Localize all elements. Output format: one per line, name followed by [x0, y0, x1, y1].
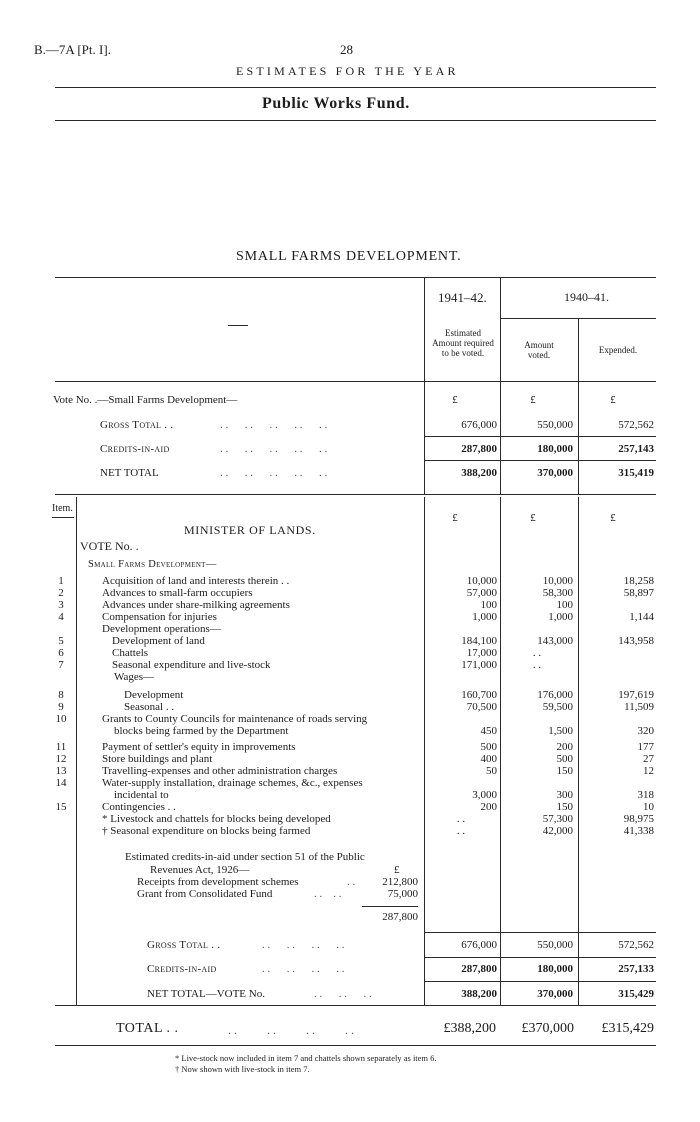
item-value-v3: 12: [643, 765, 654, 777]
detail-gross-v3: 572,562: [618, 939, 654, 951]
item-label: Payment of settler's equity in improvements: [102, 741, 296, 753]
summary-net-v1: 388,200: [461, 467, 497, 479]
credits-note-line1: Estimated credits-in-aid under section 51 of the Public: [125, 851, 365, 863]
item-header: Item.: [52, 503, 73, 514]
item-value-v3: 11,509: [624, 701, 654, 713]
detail-credits-dots: . . . . . . . .: [262, 963, 345, 975]
summary-rule-1: [425, 436, 656, 437]
item-value-v1: 171,000: [461, 659, 497, 671]
summary-net-v2: 370,000: [537, 467, 573, 479]
item-value-v1: 500: [480, 741, 497, 753]
item-value-v1: 3,000: [472, 789, 497, 801]
item-value-v1: . .: [456, 813, 466, 825]
item-label: Seasonal . .: [124, 701, 175, 713]
item-value-v2: 500: [556, 753, 573, 765]
item-value-v2: 10,000: [542, 575, 573, 587]
item-value-v3: 320: [637, 725, 654, 737]
summary-rule-2: [425, 460, 656, 461]
item-value-v1: 100: [480, 599, 497, 611]
detail-net-v1: 388,200: [461, 988, 497, 1000]
item-value-v2: 59,500: [542, 701, 573, 713]
detail-currency-3: £: [610, 512, 616, 524]
item-value-v3: 27: [643, 753, 654, 765]
detail-gross-v2: 550,000: [537, 939, 573, 951]
item-value-v2: . .: [532, 647, 542, 659]
detail-net-v2: 370,000: [537, 988, 573, 1000]
item-value-v2: 1,000: [548, 611, 573, 623]
item-value-v1: 1,000: [472, 611, 497, 623]
summary-bottom-rule: [55, 494, 656, 495]
item-label: Advances under share-milking agreements: [102, 599, 290, 611]
credits-grant-dots: . . . .: [314, 888, 342, 900]
detail-net-label: NET TOTAL—VOTE No.: [147, 988, 265, 1000]
summary-currency-1: £: [452, 394, 458, 406]
item-value-v2: 176,000: [537, 689, 573, 701]
summary-net-label: NET TOTAL: [100, 467, 159, 479]
item-value-v1: 10,000: [466, 575, 497, 587]
col-heading-voted: Amount voted.: [524, 340, 554, 360]
summary-gross-v3: 572,562: [618, 419, 654, 431]
summary-credits-v2: 180,000: [537, 443, 573, 455]
year-current: 1941–42.: [438, 290, 487, 305]
grand-total-rule: [55, 1045, 656, 1046]
credits-total: 287,800: [382, 911, 418, 923]
item-label: Store buildings and plant: [102, 753, 213, 765]
detail-totals-rule-2: [425, 981, 656, 982]
item-label: Contingencies . .: [102, 801, 176, 813]
summary-gross-dots: . . . . . . . . . .: [220, 419, 328, 431]
item-value-v1: 50: [486, 765, 497, 777]
summary-gross-v1: 676,000: [461, 419, 497, 431]
item-label: incidental to: [114, 789, 169, 801]
summary-credits-v3: 257,143: [618, 443, 654, 455]
item-number: 6: [58, 647, 64, 659]
item-number: 1: [58, 575, 64, 587]
col-rule-2: [500, 277, 501, 494]
summary-gross-label: Gross Total . .: [100, 419, 174, 431]
item-value-v3: 177: [637, 741, 654, 753]
credits-grant-label: Grant from Consolidated Fund: [137, 888, 273, 900]
detail-net-dots: . . . . . .: [314, 988, 372, 1000]
detail-totals-rule-1: [425, 957, 656, 958]
header-rule-bottom: [55, 120, 656, 121]
credits-receipts-value: 212,800: [382, 876, 418, 888]
item-label: Development: [124, 689, 184, 701]
item-value-v1: 400: [480, 753, 497, 765]
item-value-v1: 200: [480, 801, 497, 813]
item-number: 15: [55, 801, 67, 813]
item-number: 9: [58, 701, 64, 713]
detail-gross-label: Gross Total . .: [147, 939, 221, 951]
minister-heading: MINISTER OF LANDS.: [184, 523, 316, 537]
summary-credits-label: Credits-in-aid: [100, 443, 170, 455]
item-value-v2: 143,000: [537, 635, 573, 647]
item-value-v2: 42,000: [542, 825, 573, 837]
item-value-v1: 184,100: [461, 635, 497, 647]
item-value-v3: 10: [643, 801, 654, 813]
heading-dash: [228, 325, 248, 326]
item-value-v3: 197,619: [618, 689, 654, 701]
detail-gross-v1: 676,000: [461, 939, 497, 951]
item-number: 2: [58, 587, 64, 599]
item-number: 12: [55, 753, 67, 765]
summary-gross-v2: 550,000: [537, 419, 573, 431]
summary-credits-dots: . . . . . . . . . .: [220, 443, 328, 455]
item-number: 5: [58, 635, 64, 647]
grand-total-dots: . . . . . . . .: [228, 1023, 354, 1037]
credits-receipts-label: Receipts from development schemes: [137, 876, 299, 888]
item-value-v3: 41,338: [623, 825, 654, 837]
page-reference: B.—7A [Pt. I].: [34, 42, 111, 57]
col-heading-estimated: Estimated Amount required to be voted.: [432, 328, 494, 358]
footnote-2: † Now shown with live-stock in item 7.: [175, 1064, 310, 1074]
item-col-rule: [76, 497, 77, 1005]
item-number: 10: [55, 713, 67, 725]
item-label: Grants to County Councils for maintenance of roads serving: [102, 713, 368, 725]
item-label: Wages—: [114, 671, 155, 683]
item-number: 3: [58, 599, 64, 611]
detail-gross-dots: . . . . . . . .: [262, 939, 345, 951]
item-label: * Livestock and chattels for blocks being developed: [102, 813, 331, 825]
credits-grant-value: 75,000: [387, 888, 418, 900]
col-heading-expended: Expended.: [598, 345, 638, 355]
item-label: Development of land: [112, 635, 205, 647]
item-label: blocks being farmed by the Department: [114, 725, 289, 737]
detail-net-v3: 315,429: [618, 988, 654, 1000]
detail-totals-rule-top: [425, 932, 656, 933]
item-label: Travelling-expenses and other administration charges: [102, 765, 338, 777]
vote-line: Vote No. .—Small Farms Development—: [53, 394, 238, 406]
item-value-v2: 58,300: [542, 587, 573, 599]
detail-bottom-rule: [55, 1005, 656, 1006]
credits-sum-rule: [362, 906, 418, 907]
year-previous: 1940–41.: [564, 290, 609, 304]
section-title: SMALL FARMS DEVELOPMENT.: [236, 249, 462, 264]
item-value-v2: 150: [556, 765, 573, 777]
detail-credits-label: Credits-in-aid: [147, 963, 217, 975]
grand-total-v3: £315,429: [601, 1021, 654, 1036]
item-value-v2: 1,500: [548, 725, 573, 737]
item-value-v3: 98,975: [623, 813, 654, 825]
footnote-1: * Live-stock now included in item 7 and chattels shown separately as item 6.: [175, 1053, 437, 1063]
item-number: 8: [58, 689, 64, 701]
item-value-v3: 1,144: [629, 611, 654, 623]
item-value-v2: 300: [556, 789, 573, 801]
item-value-v2: 57,300: [542, 813, 573, 825]
detail-currency-2: £: [530, 512, 536, 524]
summary-credits-v1: 287,800: [461, 443, 497, 455]
item-value-v1: 57,000: [466, 587, 497, 599]
item-label: Development operations—: [102, 623, 221, 635]
detail-credits-v2: 180,000: [537, 963, 573, 975]
item-value-v1: 160,700: [461, 689, 497, 701]
detail-credits-v3: 257,133: [618, 963, 654, 975]
item-value-v2: 150: [556, 801, 573, 813]
item-value-v1: 450: [480, 725, 497, 737]
item-value-v2: . .: [532, 659, 542, 671]
item-value-v3: 143,958: [618, 635, 654, 647]
item-header-rule: [52, 517, 74, 518]
summary-net-dots: . . . . . . . . . .: [220, 467, 328, 479]
item-number: 14: [55, 777, 67, 789]
item-number: 7: [58, 659, 64, 671]
item-label: Acquisition of land and interests therein . .: [102, 575, 290, 587]
item-value-v3: 318: [637, 789, 654, 801]
detail-currency-1: £: [452, 512, 458, 524]
item-value-v1: 70,500: [466, 701, 497, 713]
heading-bottom-rule: [55, 381, 656, 382]
detail-credits-v1: 287,800: [461, 963, 497, 975]
item-label: Advances to small-farm occupiers: [102, 587, 253, 599]
subhead: Small Farms Development—: [88, 559, 217, 570]
item-value-v2: 200: [556, 741, 573, 753]
credits-receipts-dots: . .: [347, 876, 356, 888]
item-value-v2: 100: [556, 599, 573, 611]
item-number: 13: [55, 765, 67, 777]
col-rule-1: [424, 277, 425, 494]
running-title: ESTIMATES FOR THE YEAR: [236, 64, 459, 78]
item-number: 11: [55, 741, 67, 753]
item-label: Seasonal expenditure and live-stock: [112, 659, 271, 671]
item-label: Compensation for injuries: [102, 611, 217, 623]
page-number: 28: [340, 42, 353, 57]
item-label: † Seasonal expenditure on blocks being farmed: [102, 825, 311, 837]
summary-currency-3: £: [610, 394, 616, 406]
item-value-v1: . .: [456, 825, 466, 837]
header-rule-top: [55, 87, 656, 88]
col-rule-3: [578, 318, 579, 494]
detail-col-rule-3: [578, 497, 579, 1005]
item-value-v3: 18,258: [623, 575, 654, 587]
item-value-v3: 58,897: [623, 587, 654, 599]
credits-note-currency: £: [394, 864, 400, 876]
grand-total-v1: £388,200: [443, 1021, 496, 1036]
summary-net-v3: 315,419: [618, 467, 654, 479]
grand-total-v2: £370,000: [521, 1021, 574, 1036]
vote-no: VOTE No. .: [80, 539, 139, 553]
item-label: Water-supply installation, drainage schemes, &c., expenses: [102, 777, 363, 789]
item-label: Chattels: [112, 647, 149, 659]
fund-title: Public Works Fund.: [262, 95, 410, 112]
item-number: 4: [58, 611, 64, 623]
item-value-v1: 17,000: [466, 647, 497, 659]
table-top-rule: [55, 277, 656, 278]
credits-note-line2: Revenues Act, 1926—: [150, 864, 250, 876]
year-rule: [500, 318, 656, 319]
summary-currency-2: £: [530, 394, 536, 406]
grand-total-label: TOTAL . .: [116, 1021, 179, 1036]
